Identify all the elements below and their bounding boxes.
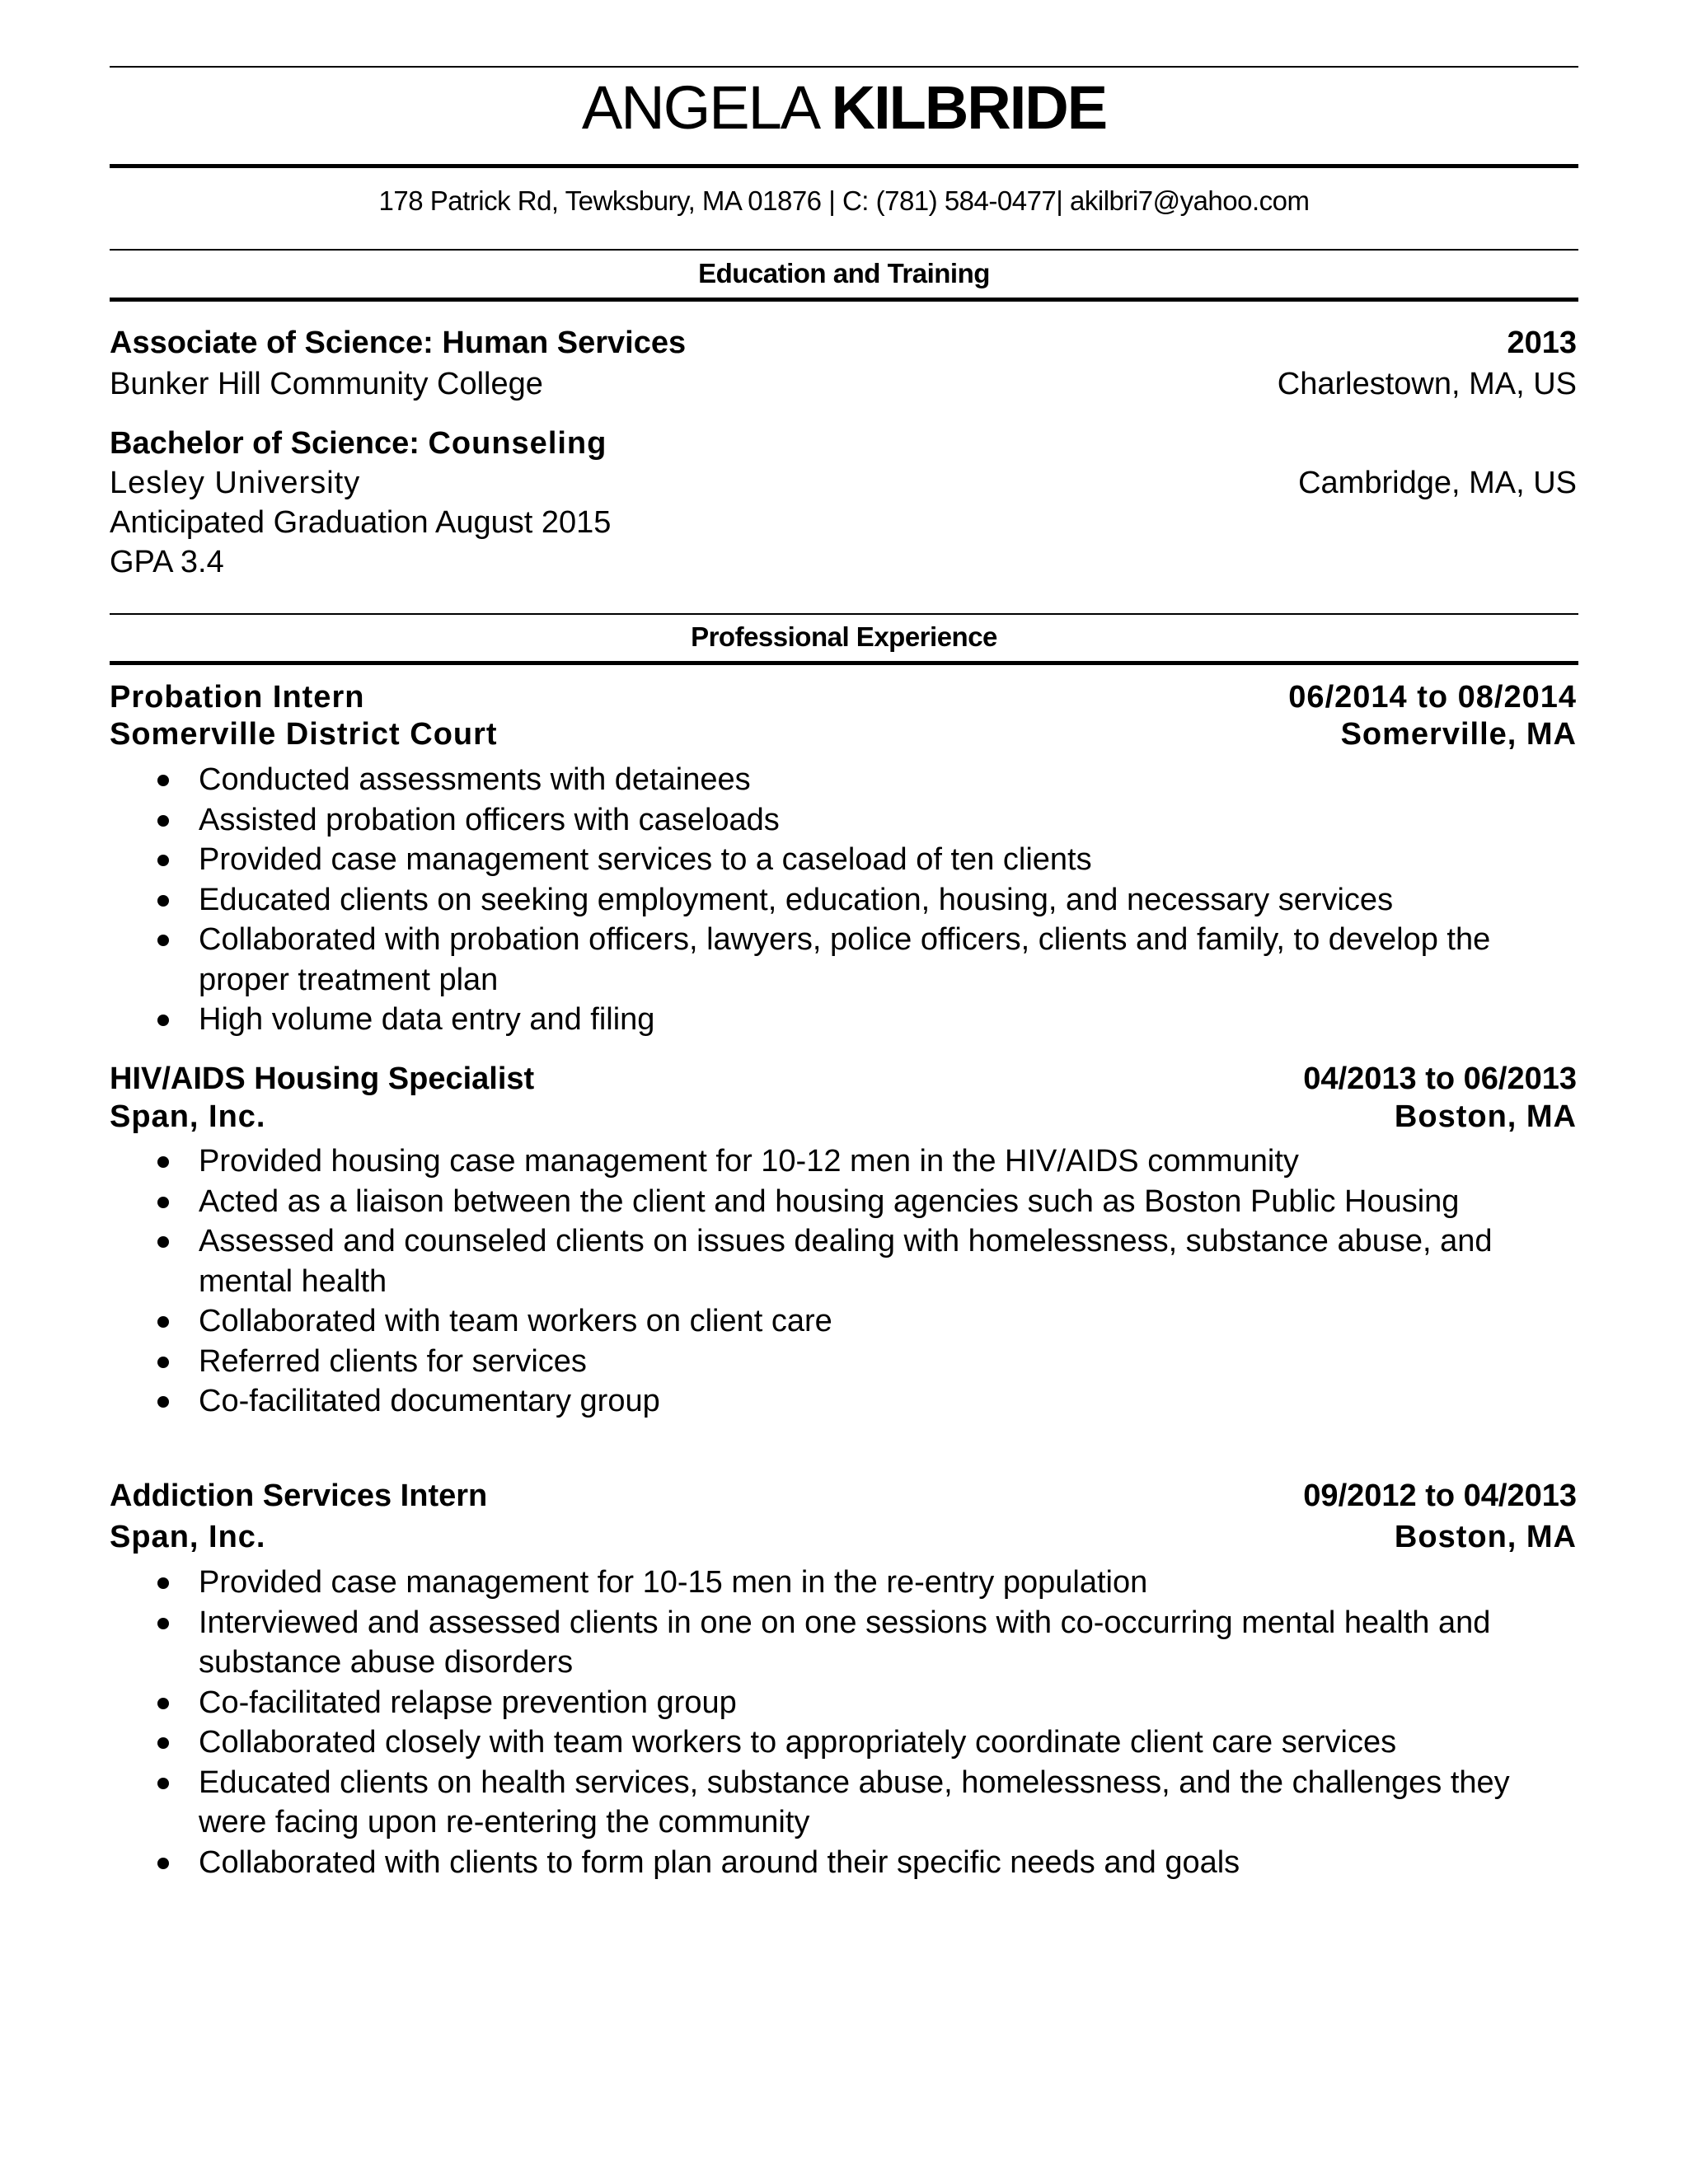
candidate-name: [0, 71, 1688, 145]
degree-name: Associate of Science: [110, 326, 424, 360]
first-name: ANGELA: [581, 73, 817, 142]
job-1-employer-row: [110, 715, 1577, 754]
bullet-icon: [157, 815, 169, 827]
gpa: GPA 3.4: [110, 545, 224, 579]
school-name: Bunker Hill Community College: [110, 367, 543, 401]
list-item: Provided case management services to a caseload of ten clients: [110, 840, 1577, 880]
bullet-icon: [157, 1858, 169, 1869]
list-item: Acted as a liaison between the client and housing agencies such as Boston Public Housing: [110, 1182, 1577, 1222]
bullet-icon: [157, 1778, 169, 1789]
education-entry-1-header: Associate of Science: Human Services 2013: [110, 323, 1577, 363]
degree-field: Human Services: [442, 326, 687, 360]
list-item: Co-facilitated documentary group: [110, 1381, 1577, 1422]
list-item: Provided case management for 10-15 men in the re-entry population: [110, 1563, 1577, 1603]
bullet-icon: [157, 935, 169, 946]
degree-name: Bachelor of Science: [110, 426, 410, 461]
list-item: Assisted probation officers with caseloads: [110, 800, 1577, 841]
job-dates: 09/2012 to 04/2013: [1303, 1479, 1577, 1513]
list-item: Collaborated with probation officers, lawyers, police officers, clients and family, to develop the proper treatment plan: [110, 920, 1577, 1000]
bullet-icon: [157, 1577, 169, 1589]
job-location: Boston, MA: [1394, 1520, 1577, 1554]
job-title: Probation Intern: [110, 680, 365, 715]
bullet-icon: [157, 1236, 169, 1248]
job-1-bullets: [110, 760, 1577, 1040]
school-location: Charlestown, MA, US: [1277, 367, 1577, 401]
list-item: Collaborated with clients to form plan around their specific needs and goals: [110, 1843, 1577, 1883]
list-item: High volume data entry and filing: [110, 1000, 1577, 1040]
education-entry-1-school: [110, 364, 1577, 404]
job-3-bullets: [110, 1563, 1577, 1882]
graduation-note: Anticipated Graduation August 2015: [110, 505, 612, 540]
bullet-icon: [157, 895, 169, 907]
experience-section-title: Professional Experience: [691, 621, 997, 652]
list-item: Educated clients on health services, substance abuse, homelessness, and the challenges they were facing upon re-entering the community: [110, 1763, 1577, 1843]
experience-rule-top: [110, 613, 1578, 615]
bullet-icon: [157, 1396, 169, 1408]
education-section-title: Education and Training: [698, 258, 990, 288]
job-dates: 04/2013 to 06/2013: [1303, 1062, 1577, 1096]
bullet-icon: [157, 1618, 169, 1629]
job-2-bullets: [110, 1141, 1577, 1422]
job-location: Boston, MA: [1394, 1099, 1577, 1134]
list-item: Collaborated closely with team workers to appropriately coordinate client care services: [110, 1722, 1577, 1763]
bullet-icon: [157, 1156, 169, 1168]
last-name: KILBRIDE: [831, 73, 1107, 142]
education-rule-bottom: [110, 298, 1578, 302]
job-location: Somerville, MA: [1340, 717, 1577, 752]
job-employer: Span, Inc.: [110, 1520, 266, 1554]
bullet-icon: [157, 1737, 169, 1749]
bullet-icon: [157, 1316, 169, 1328]
top-rule: [110, 66, 1578, 68]
list-item: Interviewed and assessed clients in one on one sessions with co-occurring mental health and substance abuse disorders: [110, 1603, 1577, 1683]
list-item: Referred clients for services: [110, 1342, 1577, 1382]
bullet-icon: [157, 855, 169, 866]
job-dates: 06/2014 to 08/2014: [1288, 680, 1577, 715]
degree-field: Counseling: [428, 426, 607, 461]
job-employer: Span, Inc.: [110, 1099, 266, 1134]
job-1-header: [110, 677, 1577, 717]
name-rule: [110, 164, 1578, 168]
education-rule-top: [110, 249, 1578, 251]
job-3-header: [110, 1476, 1577, 1516]
job-2-header: [110, 1059, 1577, 1099]
bullet-icon: [157, 1197, 169, 1208]
list-item: Co-facilitated relapse prevention group: [110, 1683, 1577, 1723]
bullet-icon: [157, 1698, 169, 1709]
job-title: Addiction Services Intern: [110, 1479, 488, 1513]
school-location: Cambridge, MA, US: [1298, 466, 1577, 500]
job-3-employer-row: [110, 1517, 1577, 1557]
job-2-employer-row: [110, 1097, 1577, 1137]
school-name: Lesley University: [110, 466, 361, 500]
education-entry-2-header: Bachelor of Science: Counseling: [110, 426, 607, 461]
contact-line: 178 Patrick Rd, Tewksbury, MA 01876 | C: (781) 584-0477| akilbri7@yahoo.com: [378, 185, 1310, 216]
list-item: Educated clients on seeking employment, education, housing, and necessary services: [110, 880, 1577, 921]
education-entry-2-school: [110, 463, 1577, 503]
list-item: Provided housing case management for 10-12 men in the HIV/AIDS community: [110, 1141, 1577, 1182]
degree-date: 2013: [1507, 326, 1577, 360]
bullet-icon: [157, 1357, 169, 1368]
experience-rule-bottom: [110, 661, 1578, 665]
list-item: Conducted assessments with detainees: [110, 760, 1577, 800]
list-item: Collaborated with team workers on client care: [110, 1301, 1577, 1342]
bullet-icon: [157, 1015, 169, 1026]
bullet-icon: [157, 775, 169, 786]
list-item: Assessed and counseled clients on issues dealing with homelessness, substance abuse, and mental health: [110, 1221, 1577, 1301]
job-title: HIV/AIDS Housing Specialist: [110, 1062, 535, 1096]
job-employer: Somerville District Court: [110, 717, 498, 752]
